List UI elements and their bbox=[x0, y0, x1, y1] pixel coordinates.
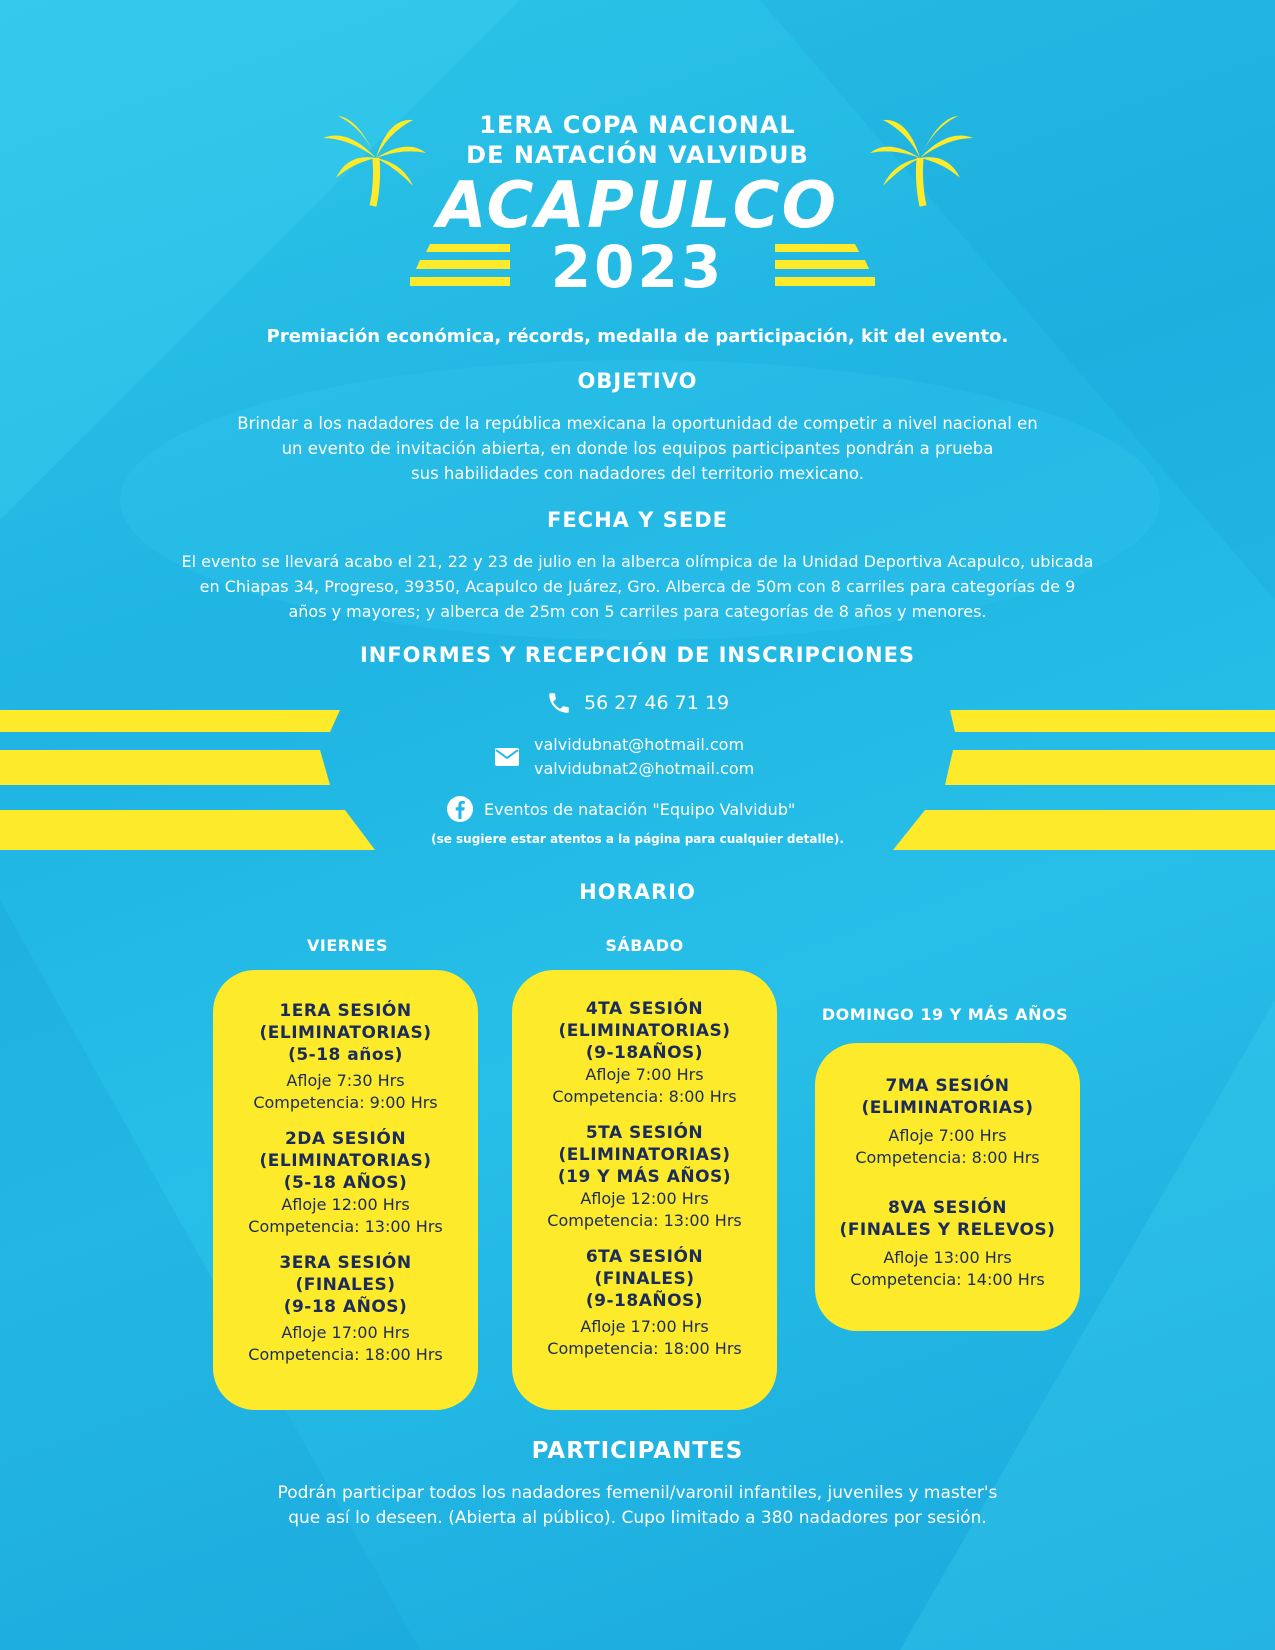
phone-number: 56 27 46 71 19 bbox=[584, 692, 730, 714]
day-label-viernes: VIERNES bbox=[307, 936, 388, 955]
session-ages: (5-18 años) bbox=[288, 1045, 403, 1065]
facebook-page-link[interactable]: Eventos de natación "Equipo Valvidub" bbox=[484, 799, 796, 819]
event-title-line1: 1ERA COPA NACIONAL bbox=[479, 111, 796, 139]
session-title: 6TA SESIÓN bbox=[585, 1247, 704, 1267]
session-category: (FINALES) bbox=[295, 1275, 396, 1295]
session-title: 3ERA SESIÓN bbox=[279, 1253, 412, 1273]
session-competition: Competencia: 13:00 Hrs bbox=[248, 1217, 443, 1236]
horario-heading: HORARIO bbox=[579, 880, 696, 904]
session-competition: Competencia: 18:00 Hrs bbox=[248, 1345, 443, 1364]
schedule-card-viernes bbox=[213, 970, 478, 1410]
fecha-heading: FECHA Y SEDE bbox=[546, 508, 728, 532]
session-3 bbox=[213, 1252, 478, 1366]
schedule-card-domingo bbox=[815, 1043, 1080, 1331]
session-2 bbox=[213, 1128, 478, 1238]
session-warmup: Afloje 13:00 Hrs bbox=[883, 1248, 1012, 1267]
session-ages: (9-18AÑOS) bbox=[585, 1043, 704, 1063]
day-label-sabado: SÁBADO bbox=[605, 936, 684, 955]
session-ages: (9-18AÑOS) bbox=[585, 1291, 704, 1311]
event-title-line2: DE NATACIÓN VALVIDUB bbox=[466, 141, 809, 169]
session-ages: (19 Y MÁS AÑOS) bbox=[557, 1167, 732, 1187]
session-8 bbox=[815, 1197, 1080, 1291]
session-warmup: Afloje 12:00 Hrs bbox=[281, 1195, 410, 1214]
fecha-text bbox=[0, 549, 1275, 624]
session-4 bbox=[512, 998, 777, 1108]
event-city: ACAPULCO bbox=[436, 169, 839, 243]
fecha-line: El evento se llevará acabo el 21, 22 y 23 de julio en la alberca olímpica de la Unidad Deportiva Acapulco, ubicada bbox=[181, 552, 1094, 571]
objetivo-line: sus habilidades con nadadores del territorio mexicano. bbox=[411, 464, 864, 483]
session-category: (FINALES) bbox=[594, 1269, 695, 1289]
session-competition: Competencia: 8:00 Hrs bbox=[855, 1148, 1040, 1167]
session-category: (FINALES Y RELEVOS) bbox=[839, 1220, 1056, 1240]
session-competition: Competencia: 14:00 Hrs bbox=[850, 1270, 1045, 1289]
session-competition: Competencia: 8:00 Hrs bbox=[552, 1087, 737, 1106]
session-5 bbox=[512, 1122, 777, 1232]
objetivo-line: Brindar a los nadadores de la república mexicana la oportunidad de competir a nivel nacional en bbox=[237, 414, 1038, 433]
session-warmup: Afloje 7:00 Hrs bbox=[585, 1065, 704, 1084]
mail-icon bbox=[494, 747, 520, 767]
session-competition: Competencia: 13:00 Hrs bbox=[547, 1211, 742, 1230]
session-ages: (5-18 AÑOS) bbox=[283, 1173, 408, 1193]
session-warmup: Afloje 12:00 Hrs bbox=[580, 1189, 709, 1208]
session-title: 2DA SESIÓN bbox=[284, 1129, 407, 1149]
session-warmup: Afloje 7:00 Hrs bbox=[888, 1126, 1007, 1145]
participantes-heading: PARTICIPANTES bbox=[531, 1438, 744, 1464]
prizes-subtitle: Premiación económica, récords, medalla de participación, kit del evento. bbox=[266, 326, 1009, 347]
session-1 bbox=[213, 1000, 478, 1114]
session-category: (ELIMINATORIAS) bbox=[861, 1098, 1034, 1118]
session-competition: Competencia: 18:00 Hrs bbox=[547, 1339, 742, 1358]
session-warmup: Afloje 17:00 Hrs bbox=[580, 1317, 709, 1336]
session-title: 1ERA SESIÓN bbox=[279, 1001, 412, 1021]
session-category: (ELIMINATORIAS) bbox=[259, 1151, 432, 1171]
schedule-card-sabado bbox=[512, 970, 777, 1410]
session-category: (ELIMINATORIAS) bbox=[558, 1145, 731, 1165]
session-category: (ELIMINATORIAS) bbox=[259, 1023, 432, 1043]
informes-heading: INFORMES Y RECEPCIÓN DE INSCRIPCIONES bbox=[359, 643, 916, 667]
session-category: (ELIMINATORIAS) bbox=[558, 1021, 731, 1041]
participantes-text bbox=[0, 1481, 1275, 1531]
event-year: 2023 bbox=[550, 233, 725, 301]
phone-contact bbox=[546, 690, 729, 716]
session-warmup: Afloje 7:30 Hrs bbox=[286, 1071, 405, 1090]
phone-icon bbox=[546, 690, 572, 716]
participantes-line: Podrán participar todos los nadadores femenil/varonil infantiles, juveniles y master's bbox=[277, 1483, 998, 1503]
session-6 bbox=[512, 1246, 777, 1360]
objetivo-text bbox=[0, 411, 1275, 486]
session-warmup: Afloje 17:00 Hrs bbox=[281, 1323, 410, 1342]
session-7 bbox=[815, 1075, 1080, 1169]
email-link[interactable]: valvidubnat@hotmail.com bbox=[534, 735, 745, 754]
email-contact bbox=[494, 733, 754, 781]
event-title bbox=[0, 110, 1275, 170]
session-title: 7MA SESIÓN bbox=[885, 1076, 1010, 1096]
email-link[interactable]: valvidubnat2@hotmail.com bbox=[534, 759, 755, 778]
objetivo-line: un evento de invitación abierta, en donde los equipos participantes pondrán a prueba bbox=[281, 439, 994, 458]
participantes-line: que así lo deseen. (Abierta al público). Cupo limitado a 380 nadadores por sesión. bbox=[288, 1508, 987, 1528]
session-title: 5TA SESIÓN bbox=[585, 1123, 704, 1143]
fecha-line: en Chiapas 34, Progreso, 39350, Acapulco de Juárez, Gro. Alberca de 50m con 8 carriles para categorías de 9 bbox=[199, 577, 1076, 596]
facebook-icon bbox=[446, 795, 474, 823]
session-title: 4TA SESIÓN bbox=[585, 999, 704, 1019]
session-ages: (9-18 AÑOS) bbox=[283, 1297, 408, 1317]
objetivo-heading: OBJETIVO bbox=[577, 369, 698, 393]
session-title: 8VA SESIÓN bbox=[887, 1198, 1007, 1218]
fecha-line: años y mayores; y alberca de 25m con 5 carriles para categorías de 8 años y menores. bbox=[288, 602, 987, 621]
facebook-contact bbox=[446, 795, 795, 823]
session-competition: Competencia: 9:00 Hrs bbox=[253, 1093, 438, 1112]
facebook-note: (se sugiere estar atentos a la página para cualquier detalle). bbox=[431, 832, 844, 846]
day-label-domingo: DOMINGO 19 Y MÁS AÑOS bbox=[821, 1005, 1069, 1024]
